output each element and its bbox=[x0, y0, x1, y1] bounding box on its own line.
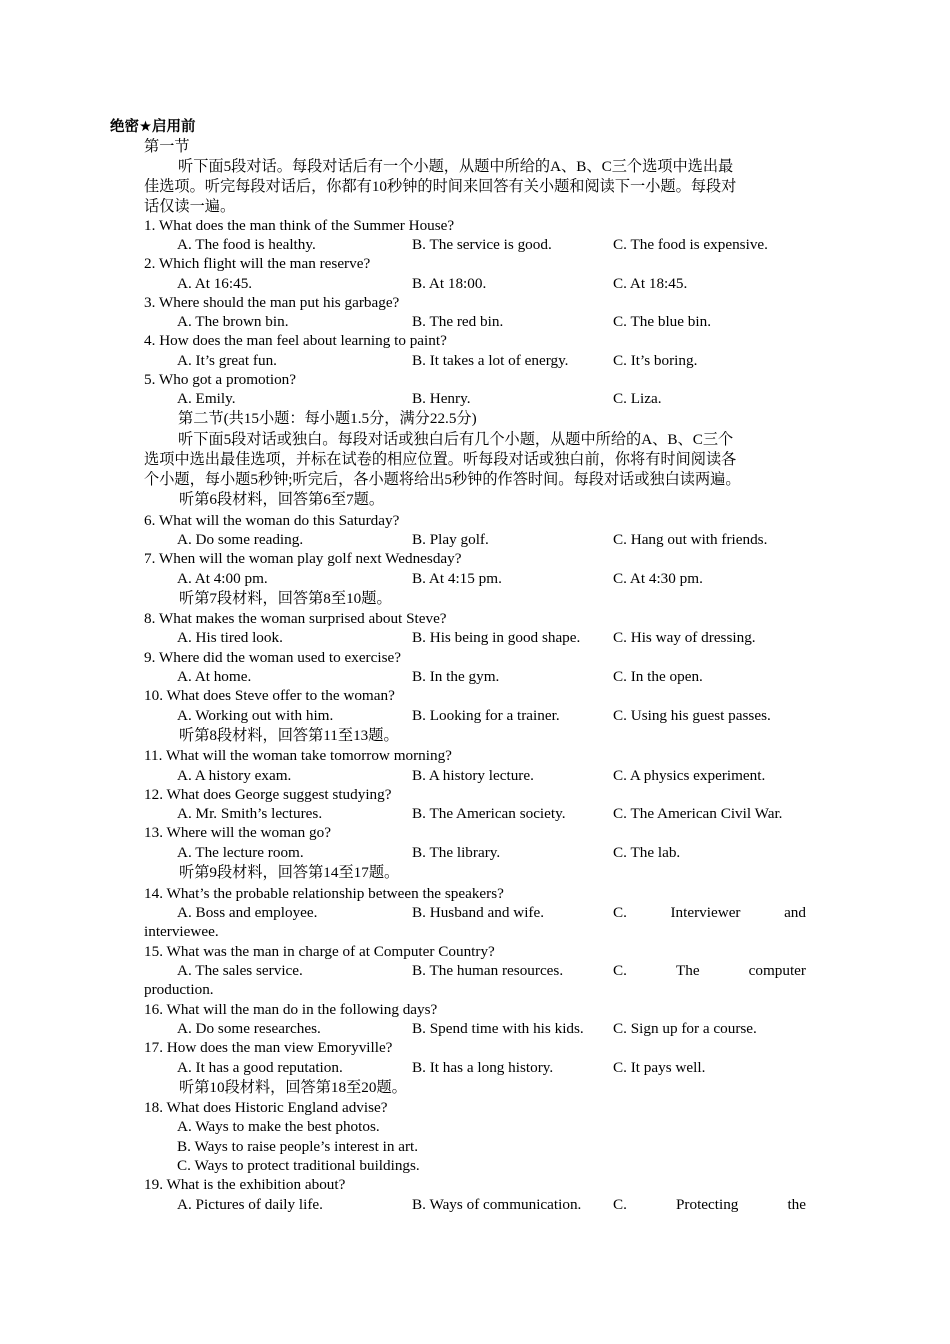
material-6-heading: 听第6段材料，回答第6至7题。 bbox=[179, 491, 385, 508]
q12-option-c: C. The American Civil War. bbox=[613, 805, 783, 822]
question-11: 11. What will the woman take tomorrow morning? bbox=[144, 747, 452, 764]
question-9: 9. Where did the woman used to exercise? bbox=[144, 649, 401, 666]
q14-option-c-word1: Interviewer bbox=[670, 904, 741, 921]
q1-option-b: B. The service is good. bbox=[412, 236, 552, 253]
q3-option-a: A. The brown bin. bbox=[177, 313, 289, 330]
section1-title: 第一节 bbox=[144, 138, 190, 155]
q15-option-c-letter: C. bbox=[613, 962, 627, 979]
q13-option-a: A. The lecture room. bbox=[177, 844, 304, 861]
q4-option-b: B. It takes a lot of energy. bbox=[412, 352, 569, 369]
q9-option-c: C. In the open. bbox=[613, 668, 703, 685]
q17-option-a: A. It has a good reputation. bbox=[177, 1059, 343, 1076]
q19-option-c-letter: C. bbox=[613, 1196, 627, 1213]
q2-option-b: B. At 18:00. bbox=[412, 275, 487, 292]
q6-option-b: B. Play golf. bbox=[412, 531, 489, 548]
confidential-label: 绝密★启用前 bbox=[110, 119, 196, 135]
q18-option-a: A. Ways to make the best photos. bbox=[177, 1118, 380, 1135]
q11-option-b: B. A history lecture. bbox=[412, 767, 534, 784]
section2-instructions-line3: 个小题，每小题5秒钟;听完后，各小题将给出5秒钟的作答时间。每段对话或独白读两遍。 bbox=[144, 471, 741, 488]
q4-option-a: A. It’s great fun. bbox=[177, 352, 277, 369]
question-13: 13. Where will the woman go? bbox=[144, 824, 331, 841]
q3-option-c: C. The blue bin. bbox=[613, 313, 712, 330]
question-2: 2. Which flight will the man reserve? bbox=[144, 255, 371, 272]
q5-option-a: A. Emily. bbox=[177, 390, 236, 407]
question-17: 17. How does the man view Emoryville? bbox=[144, 1039, 393, 1056]
q5-option-b: B. Henry. bbox=[412, 390, 471, 407]
q15-option-c-word2: computer bbox=[748, 962, 806, 979]
question-8: 8. What makes the woman surprised about Steve? bbox=[144, 610, 447, 627]
q6-option-a: A. Do some reading. bbox=[177, 531, 304, 548]
q7-option-a: A. At 4:00 pm. bbox=[177, 570, 268, 587]
question-7: 7. When will the woman play golf next Wednesday? bbox=[144, 550, 462, 567]
section2-instructions-line2: 选项中选出最佳选项，并标在试卷的相应位置。听每段对话或独白前，你将有时间阅读各 bbox=[144, 451, 737, 468]
material-8-heading: 听第8段材料，回答第11至13题。 bbox=[179, 727, 399, 744]
q13-option-c: C. The lab. bbox=[613, 844, 681, 861]
q9-option-b: B. In the gym. bbox=[412, 668, 500, 685]
q15-option-c-wrap: production. bbox=[144, 981, 214, 998]
section2-title: 第二节(共15小题：每小题1.5分，满分22.5分) bbox=[178, 410, 477, 427]
q14-option-a: A. Boss and employee. bbox=[177, 904, 318, 921]
q16-option-c: C. Sign up for a course. bbox=[613, 1020, 757, 1037]
q8-option-c: C. His way of dressing. bbox=[613, 629, 756, 646]
q15-option-b: B. The human resources. bbox=[412, 962, 564, 979]
q2-option-a: A. At 16:45. bbox=[177, 275, 253, 292]
q19-option-c-word2: the bbox=[787, 1196, 806, 1213]
q7-option-b: B. At 4:15 pm. bbox=[412, 570, 502, 587]
q10-option-b: B. Looking for a trainer. bbox=[412, 707, 560, 724]
question-19: 19. What is the exhibition about? bbox=[144, 1176, 346, 1193]
question-4: 4. How does the man feel about learning to paint? bbox=[144, 332, 447, 349]
q12-option-b: B. The American society. bbox=[412, 805, 566, 822]
q14-option-c-letter: C. bbox=[613, 904, 627, 921]
q14-option-c bbox=[613, 903, 806, 922]
question-12: 12. What does George suggest studying? bbox=[144, 786, 392, 803]
question-10: 10. What does Steve offer to the woman? bbox=[144, 687, 395, 704]
q6-option-c: C. Hang out with friends. bbox=[613, 531, 768, 548]
question-1: 1. What does the man think of the Summer House? bbox=[144, 217, 455, 234]
material-9-heading: 听第9段材料，回答第14至17题。 bbox=[179, 864, 400, 881]
q1-option-c: C. The food is expensive. bbox=[613, 236, 768, 253]
q15-option-a: A. The sales service. bbox=[177, 962, 303, 979]
question-5: 5. Who got a promotion? bbox=[144, 371, 296, 388]
section1-instructions-line3: 话仅读一遍。 bbox=[144, 198, 236, 215]
q8-option-b: B. His being in good shape. bbox=[412, 629, 581, 646]
q19-option-c-word1: Protecting bbox=[675, 1196, 739, 1213]
q19-option-c bbox=[613, 1195, 806, 1214]
question-6: 6. What will the woman do this Saturday? bbox=[144, 512, 400, 529]
q11-option-c: C. A physics experiment. bbox=[613, 767, 766, 784]
q1-option-a: A. The food is healthy. bbox=[177, 236, 316, 253]
q14-option-c-wrap: interviewee. bbox=[144, 923, 219, 940]
q15-option-c-word1: The bbox=[675, 962, 700, 979]
q3-option-b: B. The red bin. bbox=[412, 313, 504, 330]
q11-option-a: A. A history exam. bbox=[177, 767, 292, 784]
question-3: 3. Where should the man put his garbage? bbox=[144, 294, 400, 311]
question-18: 18. What does Historic England advise? bbox=[144, 1099, 388, 1116]
material-10-heading: 听第10段材料，回答第18至20题。 bbox=[179, 1079, 407, 1096]
section1-instructions-line2: 佳选项。听完每段对话后，你都有10秒钟的时间来回答有关小题和阅读下一小题。每段对 bbox=[144, 178, 737, 195]
q16-option-b: B. Spend time with his kids. bbox=[412, 1020, 584, 1037]
section1-instructions-line1: 听下面5段对话。每段对话后有一个小题，从题中所给的A、B、C三个选项中选出最 bbox=[178, 158, 734, 175]
q13-option-b: B. The library. bbox=[412, 844, 501, 861]
q18-option-c: C. Ways to protect traditional buildings. bbox=[177, 1157, 420, 1174]
q10-option-c: C. Using his guest passes. bbox=[613, 707, 771, 724]
q9-option-a: A. At home. bbox=[177, 668, 252, 685]
q4-option-c: C. It’s boring. bbox=[613, 352, 698, 369]
q10-option-a: A. Working out with him. bbox=[177, 707, 334, 724]
q17-option-b: B. It has a long history. bbox=[412, 1059, 554, 1076]
q15-option-c bbox=[613, 961, 806, 980]
q14-option-c-word2: and bbox=[784, 904, 806, 921]
q8-option-a: A. His tired look. bbox=[177, 629, 283, 646]
q14-option-b: B. Husband and wife. bbox=[412, 904, 545, 921]
q12-option-a: A. Mr. Smith’s lectures. bbox=[177, 805, 323, 822]
q18-option-b: B. Ways to raise people’s interest in art. bbox=[177, 1138, 419, 1155]
section2-instructions-line1: 听下面5段对话或独白。每段对话或独白后有几个小题，从题中所给的A、B、C三个 bbox=[178, 431, 734, 448]
q7-option-c: C. At 4:30 pm. bbox=[613, 570, 703, 587]
q2-option-c: C. At 18:45. bbox=[613, 275, 688, 292]
question-16: 16. What will the man do in the following days? bbox=[144, 1001, 438, 1018]
question-15: 15. What was the man in charge of at Computer Country? bbox=[144, 943, 495, 960]
material-7-heading: 听第7段材料，回答第8至10题。 bbox=[179, 590, 392, 607]
q19-option-b: B. Ways of communication. bbox=[412, 1196, 582, 1213]
q19-option-a: A. Pictures of daily life. bbox=[177, 1196, 323, 1213]
q5-option-c: C. Liza. bbox=[613, 390, 662, 407]
question-14: 14. What’s the probable relationship between the speakers? bbox=[144, 885, 504, 902]
q17-option-c: C. It pays well. bbox=[613, 1059, 706, 1076]
q16-option-a: A. Do some researches. bbox=[177, 1020, 321, 1037]
